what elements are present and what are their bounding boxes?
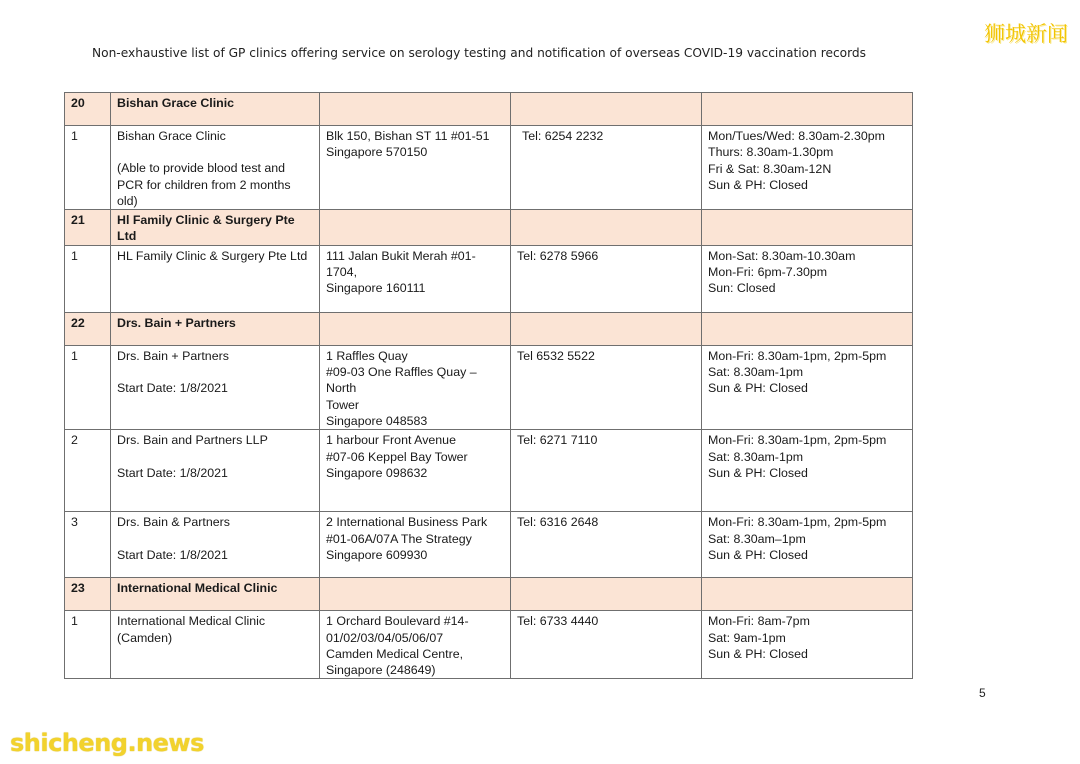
clinic-note: (Able to provide blood test and PCR for children from 2 months old) (117, 161, 291, 208)
row-number: 1 (65, 611, 111, 679)
address-line: #09-03 One Raffles Quay – North (326, 365, 477, 396)
clinic-name-cell (111, 512, 320, 578)
address-cell (320, 611, 511, 679)
hours-line: Mon-Fri: 8.30am-1pm, 2pm-5pm (708, 515, 887, 530)
page-number: 5 (979, 686, 986, 700)
group-header-row (65, 93, 913, 126)
hours-line: Sun & PH: Closed (708, 547, 808, 562)
clinic-name: Drs. Bain + Partners (117, 348, 229, 363)
row-number: 1 (65, 245, 111, 312)
hours-line: Sun & PH: Closed (708, 646, 808, 661)
hours-line: Mon/Tues/Wed: 8.30am-2.30pm (708, 129, 885, 143)
hours-line: Sat: 9am-1pm (708, 630, 786, 645)
tel-cell: Tel: 6278 5966 (511, 245, 702, 312)
clinic-name-cell (111, 611, 320, 679)
hours-cell (702, 345, 913, 429)
address-line: 1 harbour Front Avenue (326, 433, 456, 448)
clinic-name: International Medical Clinic (Camden) (117, 614, 266, 645)
hours-line: Mon-Fri: 8am-7pm (708, 614, 810, 629)
hours-cell (702, 611, 913, 679)
row-number: 2 (65, 430, 111, 512)
clinic-name: Drs. Bain & Partners (117, 515, 230, 530)
address-line: 01/02/03/04/05/06/07 (326, 630, 444, 645)
address-line: Singapore 048583 (326, 413, 428, 428)
hours-line: Sat: 8.30am–1pm (708, 531, 806, 546)
hours-line: Sat: 8.30am-1pm (708, 449, 804, 464)
group-number: 22 (65, 312, 111, 345)
start-date: Start Date: 1/8/2021 (117, 465, 228, 480)
table-row (65, 245, 913, 312)
clinic-name: HL Family Clinic & Surgery Pte Ltd (117, 248, 308, 263)
hours-line: Mon-Fri: 6pm-7.30pm (708, 265, 828, 280)
group-name: Hl Family Clinic & Surgery Pte Ltd (111, 210, 320, 246)
address-line: Singapore 609930 (326, 547, 428, 562)
table-row (65, 126, 913, 210)
group-name: Bishan Grace Clinic (111, 93, 320, 126)
hours-line: Sun: Closed (708, 281, 776, 296)
hours-line: Sat: 8.30am-1pm (708, 365, 804, 380)
clinic-name-cell (111, 345, 320, 429)
address-line: 1 Raffles Quay (326, 348, 408, 363)
group-header-row (65, 312, 913, 345)
group-header-row (65, 210, 913, 246)
hours-line: Thurs: 8.30am-1.30pm (708, 145, 834, 160)
group-name: International Medical Clinic (111, 578, 320, 611)
address-cell (320, 245, 511, 312)
hours-line: Sun & PH: Closed (708, 177, 808, 192)
address-cell (320, 512, 511, 578)
hours-line: Mon-Fri: 8.30am-1pm, 2pm-5pm (708, 433, 887, 448)
table-row (65, 512, 913, 578)
tel-cell: Tel 6532 5522 (511, 345, 702, 429)
group-number: 21 (65, 210, 111, 246)
hours-cell (702, 430, 913, 512)
row-number: 1 (65, 345, 111, 429)
group-name: Drs. Bain + Partners (111, 312, 320, 345)
hours-line: Sun & PH: Closed (708, 465, 808, 480)
tel-cell: Tel: 6733 4440 (511, 611, 702, 679)
hours-cell (702, 512, 913, 578)
hours-line: Fri & Sat: 8.30am-12N (708, 161, 832, 176)
hours-line: Mon-Sat: 8.30am-10.30am (708, 248, 856, 263)
hours-line: Mon-Fri: 8.30am-1pm, 2pm-5pm (708, 348, 887, 363)
group-number: 23 (65, 578, 111, 611)
address-cell (320, 345, 511, 429)
table-row (65, 345, 913, 429)
group-header-row (65, 578, 913, 611)
clinic-name-cell (111, 126, 320, 210)
address-line: Camden Medical Centre, (326, 646, 464, 661)
hours-cell (702, 245, 913, 312)
address-line: 111 Jalan Bukit Merah #01-1704, (326, 248, 476, 280)
clinic-name-cell (111, 430, 320, 512)
clinic-table (64, 92, 913, 679)
address-line: Singapore 570150 (326, 145, 428, 160)
group-number: 20 (65, 93, 111, 126)
clinic-name: Drs. Bain and Partners LLP (117, 433, 268, 448)
address-cell (320, 430, 511, 512)
hours-cell (702, 126, 913, 210)
address-line: Blk 150, Bishan ST 11 #01-51 (326, 129, 490, 143)
address-line: 1 Orchard Boulevard #14- (326, 614, 469, 629)
clinic-name-cell (111, 245, 320, 312)
address-line: Singapore (248649) (326, 663, 436, 678)
row-number: 1 (65, 126, 111, 210)
start-date: Start Date: 1/8/2021 (117, 547, 228, 562)
address-cell (320, 126, 511, 210)
page-title: Non-exhaustive list of GP clinics offering service on serology testing and notification of overseas COVID-19 vaccination records (92, 46, 866, 60)
table-row (65, 611, 913, 679)
tel-cell: Tel: 6316 2648 (511, 512, 702, 578)
address-line: 2 International Business Park (326, 515, 488, 530)
table-row (65, 430, 913, 512)
start-date: Start Date: 1/8/2021 (117, 381, 228, 396)
row-number: 3 (65, 512, 111, 578)
tel-cell: Tel: 6271 7110 (511, 430, 702, 512)
watermark-logo-chinese: 狮城新闻 (984, 22, 1068, 46)
address-line: #01-06A/07A The Strategy (326, 531, 472, 546)
address-line: Singapore 160111 (326, 281, 426, 296)
address-line: Tower (326, 397, 360, 412)
address-line: Singapore 098632 (326, 465, 428, 480)
watermark-site: shicheng.news (10, 729, 204, 757)
clinic-name: Bishan Grace Clinic (117, 129, 226, 143)
address-line: #07-06 Keppel Bay Tower (326, 449, 468, 464)
hours-line: Sun & PH: Closed (708, 381, 808, 396)
tel-cell: Tel: 6254 2232 (511, 126, 702, 210)
